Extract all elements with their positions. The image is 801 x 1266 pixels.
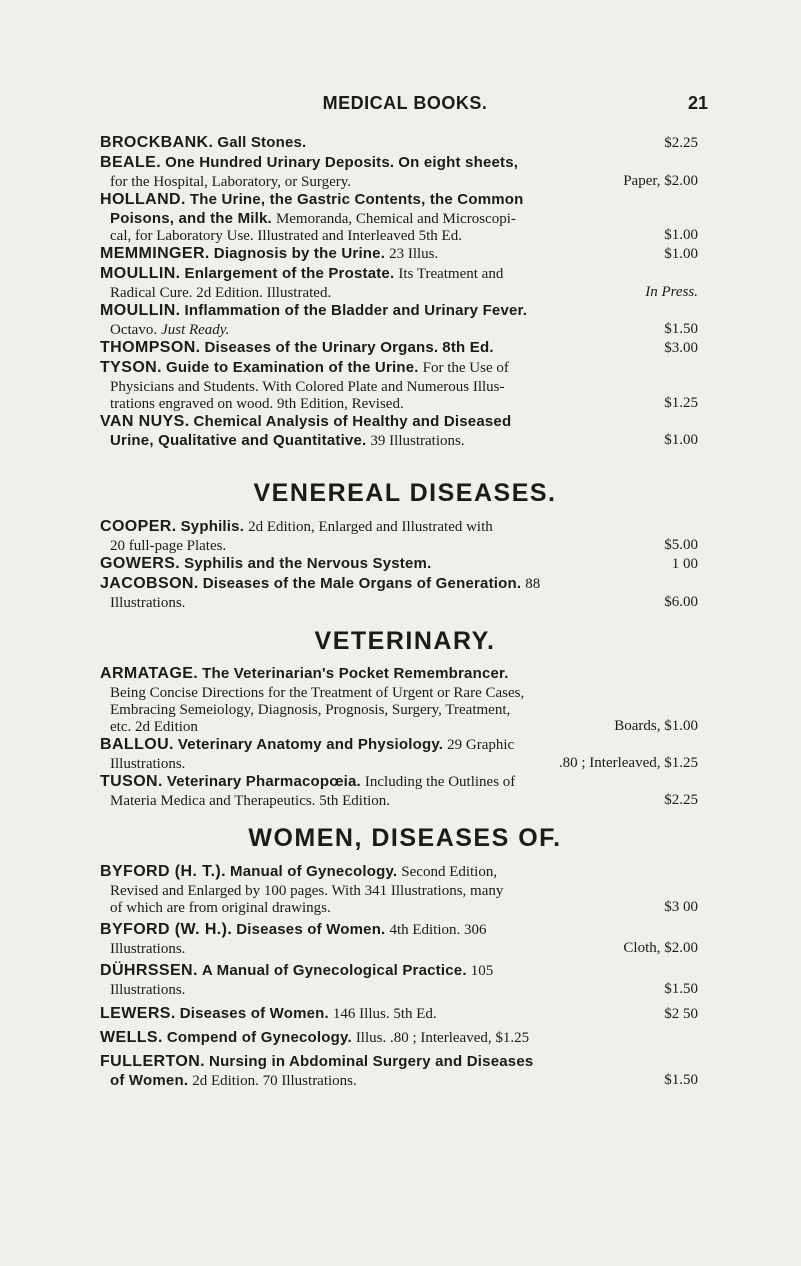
- book-edition: 8th Ed.: [442, 339, 494, 356]
- book-description: Memoranda, Chemical and Microscopi-: [275, 211, 516, 227]
- book-description: Illus. .80 ; Interleaved, $1.25: [355, 1030, 530, 1046]
- book-description: for the Hospital, Laboratory, or Surgery.: [110, 174, 352, 190]
- section-heading: VENEREAL DISEASES.: [253, 479, 557, 507]
- section-heading: WOMEN, DISEASES OF.: [248, 824, 562, 852]
- book-title: Diseases of the Male Organs of Generation.: [202, 575, 522, 592]
- book-title: The Veterinarian's Pocket Remembrancer.: [202, 665, 509, 682]
- book-description: Physicians and Students. With Colored Plate and Numerous Illus-: [110, 379, 505, 395]
- book-author: THOMPSON.: [100, 339, 201, 356]
- book-author: BEALE.: [100, 154, 162, 171]
- book-description: Just Ready.: [161, 322, 230, 338]
- book-title: Chemical Analysis of Healthy and Diseased: [193, 413, 512, 430]
- book-entry: [100, 574, 710, 611]
- section-heading: VETERINARY.: [314, 627, 496, 655]
- book-description: 4th Edition. 306: [389, 922, 487, 938]
- book-author: BROCKBANK.: [100, 134, 214, 151]
- book-title: Enlargement of the Prostate.: [184, 265, 395, 282]
- book-price: $2 50: [664, 1006, 698, 1022]
- book-description: 2d Edition, Enlarged and Illustrated with: [248, 519, 493, 535]
- book-author: DÜHRSSEN.: [100, 962, 198, 979]
- book-title: Syphilis and the Nervous System.: [184, 555, 432, 572]
- book-entry: [100, 133, 710, 153]
- book-author: VAN NUYS.: [100, 413, 190, 430]
- book-description: 105: [470, 963, 494, 979]
- book-description: trations engraved on wood. 9th Edition, Revised.: [110, 396, 404, 412]
- book-title: Nursing in Abdominal Surgery and Diseases: [209, 1053, 534, 1070]
- book-title: Veterinary Pharmacopœia.: [166, 773, 361, 790]
- book-author: BYFORD (H. T.).: [100, 863, 226, 880]
- book-price: $1.00: [664, 246, 698, 262]
- book-price: $1.50: [664, 1072, 698, 1088]
- book-description: Revised and Enlarged by 100 pages. With 341 Illustrations, many: [110, 883, 504, 899]
- book-description: 39 Illustrations.: [370, 433, 465, 449]
- book-description: 29 Graphic: [447, 737, 515, 753]
- urinary-section: [100, 133, 710, 449]
- book-author: TYSON.: [100, 359, 162, 376]
- venereal-section: [100, 479, 710, 508]
- book-description: Materia Medica and Therapeutics. 5th Edition.: [110, 793, 391, 809]
- book-description: Second Edition,: [401, 864, 498, 880]
- book-description: Illustrations.: [110, 982, 186, 998]
- book-author: FULLERTON.: [100, 1053, 206, 1070]
- book-entry: [100, 1028, 710, 1048]
- book-title: Manual of Gynecology.: [230, 863, 398, 880]
- book-price: $2.25: [664, 792, 698, 808]
- book-price: $1.00: [664, 227, 698, 243]
- book-price: In Press.: [645, 284, 698, 300]
- book-title-cont: Poisons, and the Milk.: [110, 210, 272, 227]
- book-price: $3.00: [664, 340, 698, 356]
- book-author: LEWERS.: [100, 1005, 176, 1022]
- book-entry: [100, 517, 710, 554]
- women-entries: [100, 862, 710, 1089]
- book-author: JACOBSON.: [100, 575, 199, 592]
- book-title: Diagnosis by the Urine.: [213, 245, 386, 262]
- book-title: The Urine, the Gastric Contents, the Common: [189, 191, 524, 208]
- book-title: Guide to Examination of the Urine.: [165, 359, 419, 376]
- book-author: MOULLIN.: [100, 265, 181, 282]
- book-author: WELLS.: [100, 1029, 163, 1046]
- book-price: $2.25: [664, 135, 698, 151]
- book-description: Illustrations.: [110, 941, 186, 957]
- book-title: Veterinary Anatomy and Physiology.: [177, 736, 444, 753]
- book-entry: [100, 772, 710, 809]
- book-description: Illustrations.: [110, 595, 186, 611]
- book-entry: [100, 412, 710, 449]
- book-entry: [100, 920, 710, 957]
- book-entry: [100, 301, 710, 338]
- book-price: $6.00: [664, 594, 698, 610]
- book-author: ARMATAGE.: [100, 665, 199, 682]
- book-entry: [100, 862, 710, 916]
- book-entry: [100, 244, 710, 264]
- book-description: etc. 2d Edition: [110, 719, 198, 735]
- book-description: 146 Illus. 5th Ed.: [332, 1006, 437, 1022]
- book-description: Illustrations.: [110, 756, 186, 772]
- book-entry: [100, 1052, 710, 1089]
- book-author: GOWERS.: [100, 555, 181, 572]
- book-author: HOLLAND.: [100, 191, 186, 208]
- book-entry: [100, 264, 710, 301]
- book-price: $1.00: [664, 432, 698, 448]
- book-title: A Manual of Gynecological Practice.: [201, 962, 467, 979]
- book-description: Including the Outlines of: [364, 774, 516, 790]
- book-description: 88: [525, 576, 541, 592]
- book-description: 23 Illus.: [389, 246, 439, 262]
- book-entry: [100, 338, 710, 358]
- book-entry: [100, 153, 710, 190]
- page-title: MEDICAL BOOKS.: [322, 93, 488, 113]
- book-author: MEMMINGER.: [100, 245, 210, 262]
- book-entry: [100, 358, 710, 412]
- book-description: Its Treatment and: [398, 266, 504, 282]
- book-description: of which are from original drawings.: [110, 900, 331, 916]
- book-author: TUSON.: [100, 773, 163, 790]
- veterinary-section: [100, 627, 710, 656]
- book-entry: [100, 554, 710, 574]
- book-price: 1 00: [671, 556, 698, 572]
- book-description: cal, for Laboratory Use. Illustrated and Interleaved 5th Ed.: [110, 228, 462, 244]
- book-title: Diseases of the Urinary Organs.: [204, 339, 439, 356]
- book-title: Syphilis.: [180, 518, 245, 535]
- book-price: Paper, $2.00: [623, 173, 698, 189]
- book-description: Radical Cure. 2d Edition. Illustrated.: [110, 285, 332, 301]
- running-header: [100, 93, 710, 117]
- venereal-entries: [100, 517, 710, 611]
- book-description: 2d Edition. 70 Illustrations.: [192, 1073, 357, 1089]
- book-entry: [100, 664, 710, 735]
- book-title-cont: Urine, Qualitative and Quantitative.: [110, 432, 367, 449]
- book-entry: [100, 1004, 710, 1024]
- book-entry: [100, 735, 710, 772]
- book-price: .80 ; Interleaved, $1.25: [558, 755, 698, 771]
- book-author: MOULLIN.: [100, 302, 181, 319]
- book-description: Being Concise Directions for the Treatment of Urgent or Rare Cases,: [110, 685, 525, 701]
- book-price: $3 00: [664, 899, 698, 915]
- book-title: Inflammation of the Bladder and Urinary Fever.: [184, 302, 528, 319]
- book-title: Compend of Gynecology.: [166, 1029, 352, 1046]
- book-title-cont: On eight sheets,: [398, 154, 519, 171]
- book-price: $5.00: [664, 537, 698, 553]
- book-description: 20 full-page Plates.: [110, 538, 227, 554]
- veterinary-entries: [100, 664, 710, 809]
- book-title: One Hundred Urinary Deposits.: [165, 154, 395, 171]
- book-entry: [100, 190, 710, 244]
- book-author: COOPER.: [100, 518, 177, 535]
- book-title: Gall Stones.: [217, 134, 307, 151]
- book-author: BALLOU.: [100, 736, 174, 753]
- book-description: Embracing Semeiology, Diagnosis, Prognosis, Surgery, Treatment,: [110, 702, 511, 718]
- book-price: $1.50: [664, 981, 698, 997]
- book-price: Cloth, $2.00: [623, 940, 698, 956]
- book-title: Diseases of Women.: [236, 921, 386, 938]
- women-section: [100, 824, 710, 853]
- book-price: $1.50: [664, 321, 698, 337]
- page-number: 21: [687, 93, 708, 113]
- book-title-cont: of Women.: [110, 1072, 189, 1089]
- book-description: For the Use of: [422, 360, 509, 376]
- book-description: Octavo.: [110, 322, 158, 338]
- book-author: BYFORD (W. H.).: [100, 921, 233, 938]
- book-price: Boards, $1.00: [614, 718, 698, 734]
- book-price: $1.25: [664, 395, 698, 411]
- book-entry: [100, 961, 710, 998]
- book-title: Diseases of Women.: [179, 1005, 329, 1022]
